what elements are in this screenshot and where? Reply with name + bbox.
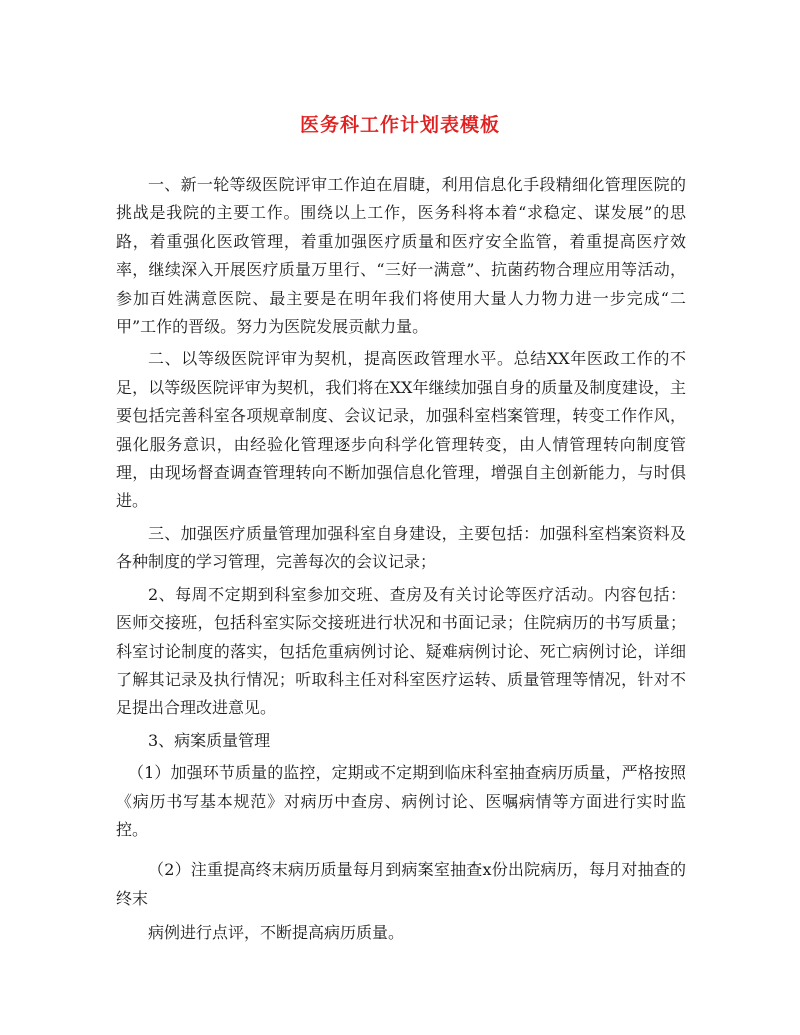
paragraph-1: 一、新一轮等级医院评审工作迫在眉睫，利用信息化手段精细化管理医院的挑战是我院的主要工作。围绕以上工作，医务科将本着“求稳定、谋发展”的思路，着重强化医政管理，着重加强医疗质量和医疗安全监管，着重提高医疗效率，继续深入开展医疗质量万里行、“三好一满意”、抗菌药物合理应用等活动，参加百姓满意医院、最主要是在明年我们将使用大量人力物力进一步完成“二甲”工作的晋级。努力为医院发展贡献力量。 [116,175,686,337]
paragraph-2: 二、以等级医院评审为契机，提高医政管理水平。总结XX年医政工作的不足，以等级医院评审为契机，我们将在XX年继续加强自身的质量及制度建设，主要包括完善科室各项规章制度、会议记录，加强科室档案管理，转变工作作风，强化服务意识，由经验化管理逐步向科学化管理转变，由人情管理转向制度管理，由现场督查调查管理转向不断加强信息化管理，增强自主创新能力，与时俱进。 [116,349,686,511]
paragraph-4: 2、每周不定期到科室参加交班、查房及有关讨论等医疗活动。内容包括：医师交接班，包括科室实际交接班进行状况和书面记录；住院病历的书写质量；科室讨论制度的落实，包括危重病例讨论、疑难病例讨论、死亡病例讨论，详细了解其记录及执行情况；听取科主任对科室医疗运转、质量管理等情况，针对不足提出合理改进意见。 [116,584,686,718]
paragraph-3: 三、加强医疗质量管理加强科室自身建设，主要包括：加强科室档案资料及各种制度的学习管理，完善每次的会议记录； [116,523,686,572]
paragraph-7: （2）注重提高终末病历质量每月到病案室抽查x份出院病历，每月对抽查的终末 [116,860,686,908]
document-body [116,171,686,948]
paragraph-6: （1）加强环节质量的监控，定期或不定期到临床科室抽查病历质量，严格按照《病历书写基本规范》对病历中查房、病例讨论、医嘱病情等方面进行实时监控。 [116,763,686,839]
paragraph-5: 3、病案质量管理 [148,730,271,750]
paragraph-8: 病例进行点评，不断提高病历质量。 [148,923,405,943]
document-title: 医务科工作计划表模板 [299,114,500,136]
